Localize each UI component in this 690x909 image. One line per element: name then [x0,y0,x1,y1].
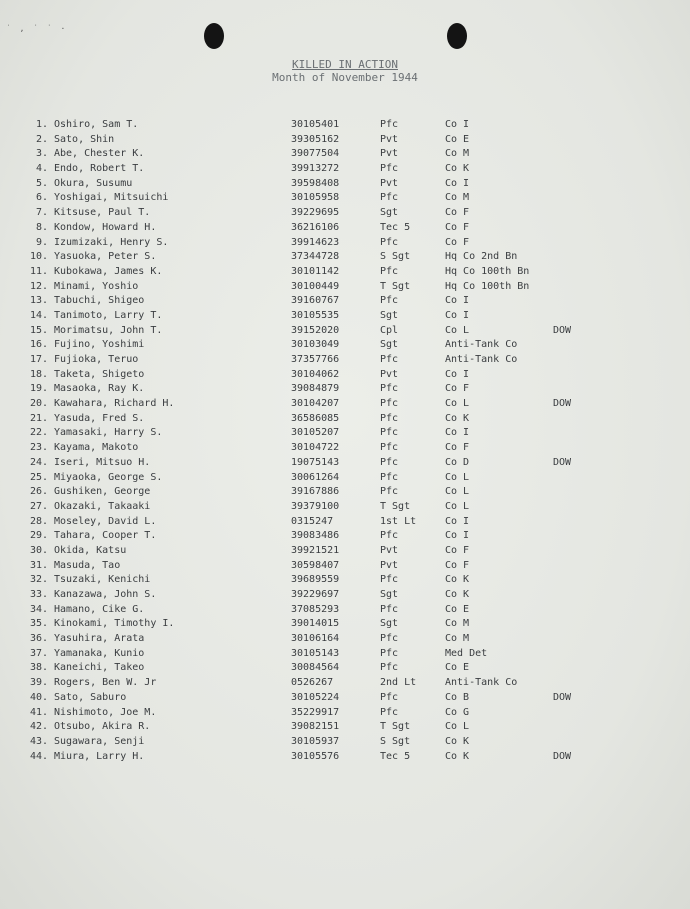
entry-status: DOW [553,456,572,468]
entry-unit: Co M [445,633,470,645]
entry-name: Kawahara, Richard H. [54,398,175,410]
entry-name: Okura, Susumu [54,177,133,189]
entry-name: Tabuchi, Shigeo [54,295,145,307]
list-item [0,221,690,236]
list-item [0,471,690,486]
entry-name: Kitsuse, Paul T. [54,207,151,219]
entry-serial-number: 39077504 [291,148,340,160]
entry-unit: Co E [445,133,470,145]
entry-number: 35. [29,618,48,630]
entry-rank: S Sgt [380,251,411,263]
entry-serial-number: 30105576 [291,750,340,762]
entry-serial-number: 39167886 [291,486,340,498]
entry-unit: Co F [445,221,470,233]
entry-number: 32. [29,574,48,586]
list-item [0,661,690,676]
entry-unit: Co L [445,398,470,410]
punch-hole [447,23,467,49]
entry-number: 30. [29,544,48,556]
entry-unit: Med Det [445,647,488,659]
entry-unit: Co L [445,500,470,512]
entry-unit: Co M [445,618,470,630]
entry-rank: Pvt [380,148,399,160]
entry-name: Oshiro, Sam T. [54,119,139,130]
list-item [0,236,690,251]
entry-serial-number: 30104207 [291,398,340,410]
entry-status: DOW [553,691,572,703]
entry-name: Yasuoka, Peter S. [54,251,157,263]
entry-unit: Hq Co 100th Bn [445,280,530,292]
list-item [0,500,690,515]
entry-serial-number: 39598408 [291,177,340,189]
list-item [0,750,690,765]
entry-number: 27. [29,500,48,512]
entry-rank: Pfc [380,706,399,718]
entry-rank: T Sgt [380,500,411,512]
entry-number: 42. [29,721,48,733]
entry-serial-number: 39305162 [291,133,340,145]
entry-unit: Co F [445,236,470,248]
entry-number: 8. [35,221,48,233]
entry-number: 36. [29,633,48,645]
list-item [0,456,690,471]
list-item [0,691,690,706]
entry-rank: Pfc [380,530,399,542]
entry-rank: Pvt [380,559,399,571]
entry-name: Izumizaki, Henry S. [54,236,169,248]
list-item [0,353,690,368]
entry-rank: T Sgt [380,721,411,733]
entry-serial-number: 39379100 [291,500,340,512]
entry-serial-number: 36586085 [291,412,340,424]
entry-unit: Co F [445,442,470,454]
entry-serial-number: 37344728 [291,251,340,263]
entry-serial-number: 39083486 [291,530,340,542]
entry-rank: Pfc [380,456,399,468]
entry-unit: Co G [445,706,470,718]
list-item [0,162,690,177]
entry-unit: Co I [445,177,470,189]
entry-number: 12. [29,280,48,292]
list-item [0,544,690,559]
list-item [0,559,690,574]
list-item [0,338,690,353]
entry-number: 3. [35,148,48,160]
entry-name: Minami, Yoshio [54,280,139,292]
entry-number: 34. [29,603,48,615]
entry-serial-number: 19075143 [291,456,340,468]
list-item [0,515,690,530]
entry-name: Masaoka, Ray K. [54,383,145,395]
entry-serial-number: 30105207 [291,427,340,439]
entry-name: Masuda, Tao [54,559,121,571]
entry-number: 17. [29,354,48,365]
list-item [0,324,690,339]
entry-serial-number: 30104062 [291,368,340,380]
entry-rank: T Sgt [380,280,411,292]
entry-rank: Pfc [380,633,399,645]
entry-name: Tahara, Cooper T. [54,530,157,542]
entry-unit: Co E [445,603,470,615]
entry-number: 11. [29,265,48,277]
entry-number: 24. [29,456,48,468]
entry-name: Taketa, Shigeto [54,368,145,380]
entry-number: 5. [35,177,48,189]
entry-serial-number: 39084879 [291,383,340,395]
entry-serial-number: 30598407 [291,559,340,571]
entry-rank: Tec 5 [380,750,411,762]
entry-name: Kinokami, Timothy I. [54,618,175,630]
list-item [0,603,690,618]
list-item [0,647,690,662]
entry-unit: Co I [445,427,470,439]
entry-status: DOW [553,398,572,410]
entry-rank: Pfc [380,603,399,615]
entry-name: Kanazawa, John S. [54,589,157,600]
entry-rank: Pfc [380,119,399,130]
entry-number: 9. [35,236,48,248]
entry-number: 41. [29,706,48,718]
entry-name: Kaneichi, Takeo [54,662,145,674]
entry-number: 29. [29,530,48,542]
entry-unit: Co B [445,691,470,703]
entry-rank: Pfc [380,574,399,586]
entry-unit: Co M [445,192,470,204]
entry-unit: Co L [445,486,470,498]
entry-unit: Co K [445,163,470,175]
list-item [0,250,690,265]
entry-serial-number: 39229697 [291,589,340,600]
entry-number: 22. [29,427,48,439]
entry-name: Moseley, David L. [54,515,157,527]
entry-name: Yasuhira, Arata [54,633,145,645]
entry-number: 40. [29,691,48,703]
entry-serial-number: 0526267 [291,677,334,689]
entry-number: 33. [29,589,48,600]
entry-rank: Pfc [380,295,399,307]
entry-serial-number: 30084564 [291,662,340,674]
list-item [0,720,690,735]
entry-number: 10. [29,251,48,263]
entry-rank: Pfc [380,647,399,659]
entry-name: Sato, Shin [54,133,115,145]
entry-name: Endo, Robert T. [54,163,145,175]
entry-serial-number: 30104722 [291,442,340,454]
entry-serial-number: 37085293 [291,603,340,615]
list-item [0,632,690,647]
entry-unit: Co F [445,559,470,571]
entry-rank: Pfc [380,192,399,204]
entry-serial-number: 39014015 [291,618,340,630]
entry-serial-number: 39689559 [291,574,340,586]
entry-number: 23. [29,442,48,454]
entry-serial-number: 30106164 [291,633,340,645]
entry-serial-number: 35229917 [291,706,340,718]
entry-name: Tanimoto, Larry T. [54,309,163,321]
entry-serial-number: 36216106 [291,221,340,233]
list-item [0,573,690,588]
entry-unit: Co F [445,383,470,395]
entry-serial-number: 39082151 [291,721,340,733]
list-item [0,485,690,500]
entry-serial-number: 30105224 [291,691,340,703]
entry-number: 25. [29,471,48,483]
entry-number: 1. [35,119,48,130]
entry-name: Sugawara, Senji [54,735,145,747]
entry-rank: Pvt [380,177,399,189]
entry-name: Okazaki, Takaaki [54,500,151,512]
entry-unit: Co I [445,309,470,321]
entry-number: 26. [29,486,48,498]
entry-serial-number: 39229695 [291,207,340,219]
list-item [0,191,690,206]
entry-name: Hamano, Cike G. [54,603,145,615]
entry-rank: Pfc [380,427,399,439]
entry-name: Kayama, Makoto [54,442,139,454]
list-item [0,177,690,192]
entry-name: Sato, Saburo [54,691,127,703]
list-item [0,412,690,427]
entry-unit: Co K [445,574,470,586]
entry-rank: Pfc [380,354,399,365]
entry-serial-number: 30103049 [291,339,340,351]
list-item [0,368,690,383]
list-item [0,529,690,544]
entry-serial-number: 39921521 [291,544,340,556]
entry-number: 15. [29,324,48,336]
list-item [0,676,690,691]
entry-serial-number: 30100449 [291,280,340,292]
entry-rank: Pfc [380,398,399,410]
entry-number: 4. [35,163,48,175]
entry-number: 44. [29,750,48,762]
entry-unit: Co E [445,662,470,674]
list-item [0,426,690,441]
list-item [0,617,690,632]
entry-unit: Co K [445,412,470,424]
entry-serial-number: 30105401 [291,119,340,130]
punch-hole [204,23,224,49]
entry-unit: Anti-Tank Co [445,677,518,689]
entry-serial-number: 0315247 [291,515,334,527]
entry-number: 7. [35,207,48,219]
list-item [0,133,690,148]
entry-rank: S Sgt [380,735,411,747]
entry-rank: Pfc [380,442,399,454]
entry-rank: Pfc [380,412,399,424]
entry-name: Kondow, Howard H. [54,221,157,233]
entry-number: 6. [35,192,48,204]
entry-name: Rogers, Ben W. Jr [54,677,157,689]
list-item [0,735,690,750]
entry-rank: Pvt [380,368,399,380]
entry-serial-number: 39152020 [291,324,340,336]
list-item [0,309,690,324]
entry-number: 39. [29,677,48,689]
entry-rank: Pfc [380,471,399,483]
entry-unit: Co I [445,515,470,527]
entry-serial-number: 39160767 [291,295,340,307]
entry-unit: Co K [445,735,470,747]
entry-number: 2. [35,133,48,145]
entry-name: Abe, Chester K. [54,148,145,160]
entry-rank: Cpl [380,324,399,336]
entry-number: 21. [29,412,48,424]
entry-unit: Co I [445,368,470,380]
list-item [0,280,690,295]
entry-unit: Co L [445,721,470,733]
entry-number: 37. [29,647,48,659]
entry-rank: Sgt [380,339,399,351]
entry-name: Miyaoka, George S. [54,471,163,483]
entry-rank: Pfc [380,662,399,674]
list-item [0,706,690,721]
list-item [0,206,690,221]
entry-unit: Anti-Tank Co [445,339,518,351]
entry-rank: Pvt [380,133,399,145]
entry-unit: Co I [445,295,470,307]
entry-rank: Sgt [380,589,399,600]
entry-rank: Pfc [380,691,399,703]
entry-name: Nishimoto, Joe M. [54,706,157,718]
entry-rank: Sgt [380,618,399,630]
paper-specks: ˙ , ˙ ˙ · [6,24,68,33]
page-subtitle: Month of November 1944 [272,71,418,84]
entry-serial-number: 30105958 [291,192,340,204]
entry-unit: Co I [445,530,470,542]
entry-number: 18. [29,368,48,380]
entry-rank: Tec 5 [380,221,411,233]
entry-rank: Pfc [380,236,399,248]
entry-serial-number: 39913272 [291,163,340,175]
entry-rank: 2nd Lt [380,677,417,689]
casualty-list [0,118,690,764]
entry-status: DOW [553,750,572,762]
entry-unit: Hq Co 100th Bn [445,265,530,277]
list-item [0,397,690,412]
entry-name: Yoshigai, Mitsuichi [54,192,169,204]
entry-rank: Pfc [380,486,399,498]
entry-number: 31. [29,559,48,571]
entry-name: Gushiken, George [54,486,151,498]
entry-name: Yamasaki, Harry S. [54,427,163,439]
entry-unit: Co K [445,750,470,762]
entry-serial-number: 30105937 [291,735,340,747]
entry-rank: Sgt [380,309,399,321]
list-item [0,265,690,280]
entry-unit: Co I [445,119,470,130]
entry-number: 43. [29,735,48,747]
entry-status: DOW [553,324,572,336]
page-title: KILLED IN ACTION [292,58,398,71]
entry-unit: Anti-Tank Co [445,354,518,365]
entry-name: Iseri, Mitsuo H. [54,456,151,468]
entry-number: 19. [29,383,48,395]
entry-name: Kubokawa, James K. [54,265,163,277]
entry-number: 13. [29,295,48,307]
entry-name: Otsubo, Akira R. [54,721,151,733]
list-item [0,382,690,397]
entry-serial-number: 30061264 [291,471,340,483]
entry-serial-number: 30105143 [291,647,340,659]
entry-rank: Pfc [380,383,399,395]
entry-serial-number: 30101142 [291,265,340,277]
entry-unit: Co L [445,471,470,483]
entry-number: 20. [29,398,48,410]
entry-unit: Co F [445,544,470,556]
entry-number: 38. [29,662,48,674]
entry-unit: Co K [445,589,470,600]
entry-unit: Co F [445,207,470,219]
list-item [0,588,690,603]
entry-name: Morimatsu, John T. [54,324,163,336]
entry-unit: Co D [445,456,470,468]
entry-name: Miura, Larry H. [54,750,145,762]
entry-name: Tsuzaki, Kenichi [54,574,151,586]
entry-number: 28. [29,515,48,527]
entry-rank: Pvt [380,544,399,556]
list-item [0,441,690,456]
entry-serial-number: 39914623 [291,236,340,248]
entry-unit: Hq Co 2nd Bn [445,251,518,263]
entry-name: Okida, Katsu [54,544,127,556]
entry-rank: Sgt [380,207,399,219]
entry-name: Yasuda, Fred S. [54,412,145,424]
entry-name: Fujino, Yoshimi [54,339,145,351]
entry-rank: 1st Lt [380,515,417,527]
entry-name: Yamanaka, Kunio [54,647,145,659]
entry-number: 16. [29,339,48,351]
entry-name: Fujioka, Teruo [54,354,139,365]
list-item [0,118,690,133]
entry-rank: Pfc [380,265,399,277]
entry-serial-number: 30105535 [291,309,340,321]
entry-unit: Co M [445,148,470,160]
entry-unit: Co L [445,324,470,336]
list-item [0,294,690,309]
list-item [0,147,690,162]
document-header [0,58,690,84]
entry-rank: Pfc [380,163,399,175]
entry-number: 14. [29,309,48,321]
entry-serial-number: 37357766 [291,354,340,365]
